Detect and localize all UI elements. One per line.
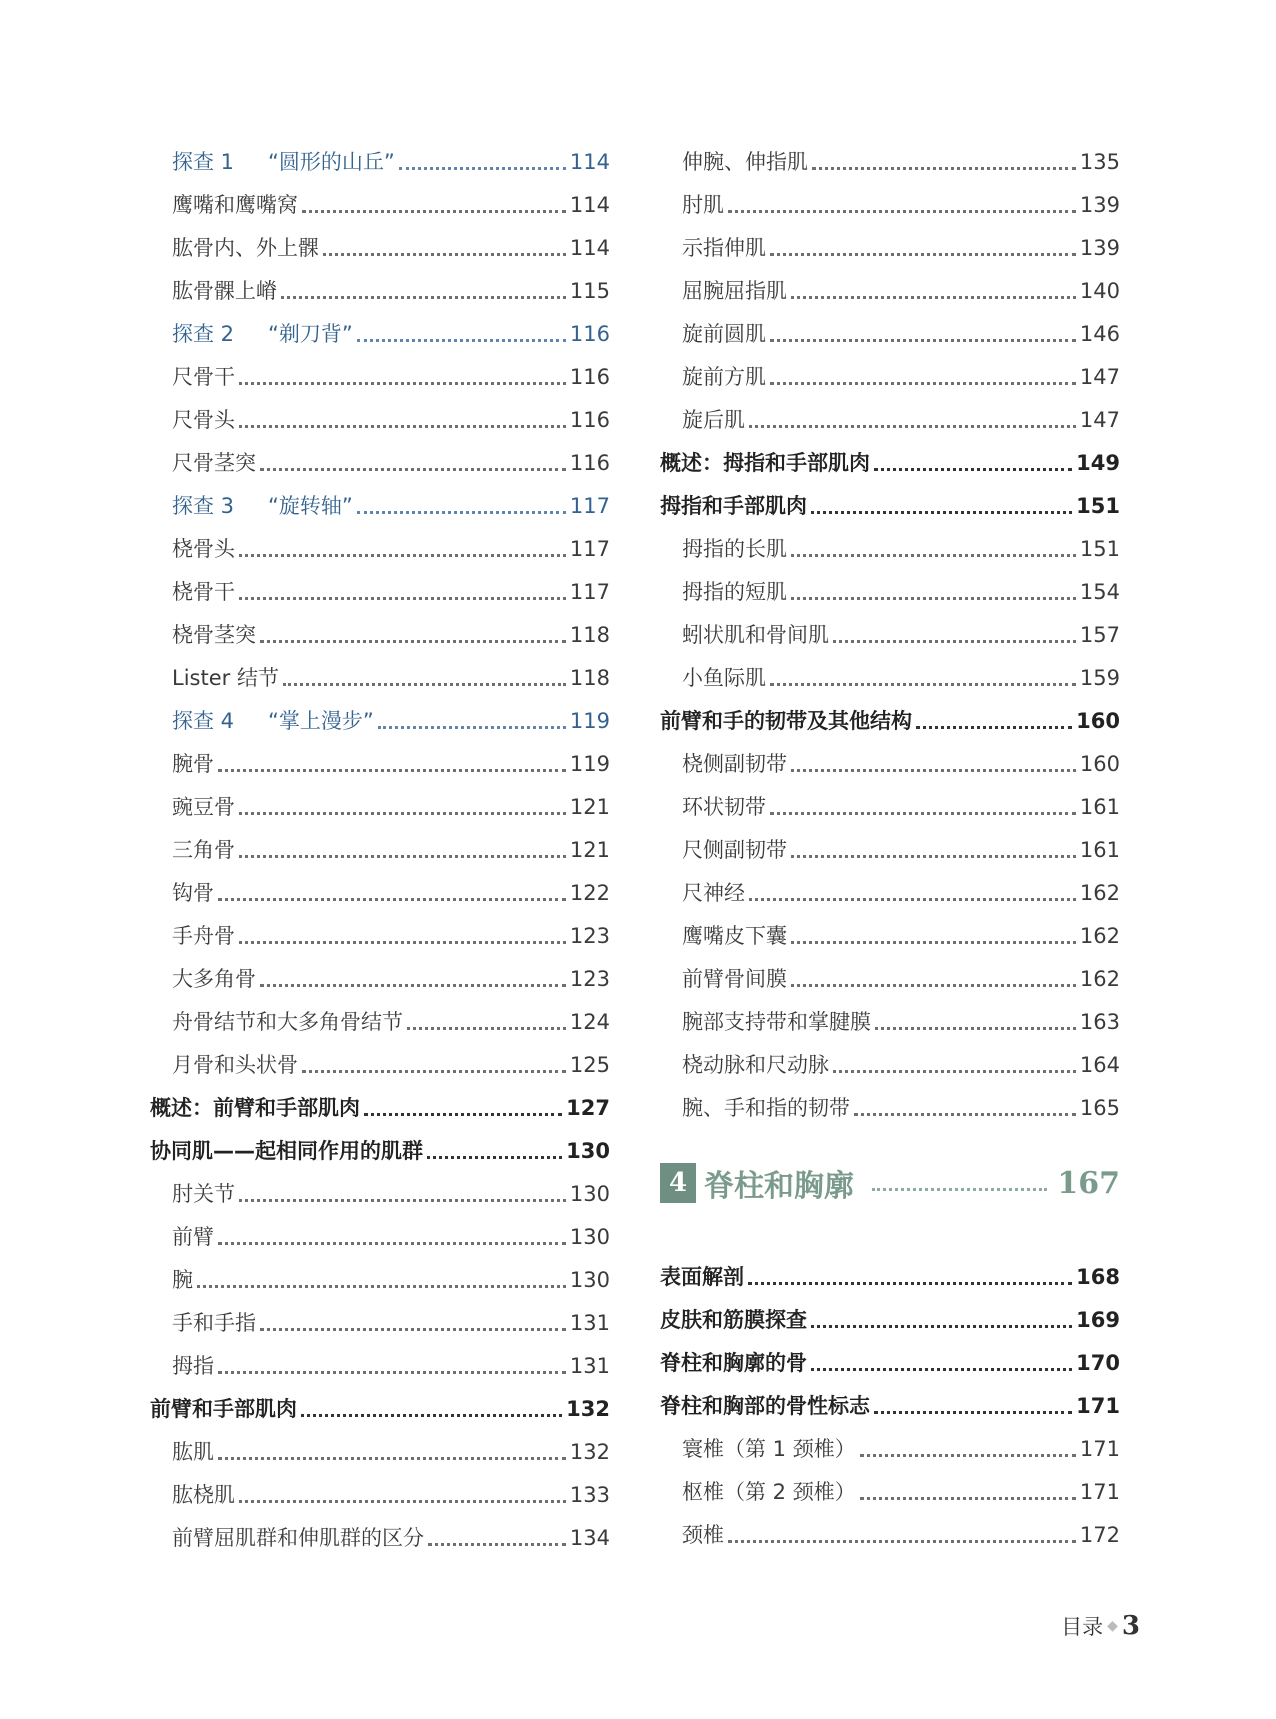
toc-page-number: 119 <box>569 752 610 776</box>
toc-page-number: 157 <box>1079 623 1120 647</box>
toc-probe-entry[interactable] <box>150 141 610 184</box>
toc-entry-label: 旋前圆肌 <box>682 322 766 346</box>
toc-entry-label: 脊柱和胸廓的骨 <box>660 1351 807 1375</box>
toc-page-number: 170 <box>1076 1351 1120 1375</box>
leader-dots <box>860 1454 1076 1457</box>
toc-page-number: 121 <box>569 838 610 862</box>
toc-entry-label: 拇指 <box>172 1354 214 1378</box>
toc-page-number: 161 <box>1079 838 1120 862</box>
leader-dots <box>239 382 566 385</box>
toc-page-number: 160 <box>1076 709 1120 733</box>
toc-entry-label: 皮肤和筋膜探查 <box>660 1308 807 1332</box>
toc-entry[interactable] <box>150 1517 610 1560</box>
toc-entry-label: 尺骨茎突 <box>172 451 256 475</box>
toc-entry[interactable] <box>150 1173 610 1216</box>
toc-entry-label: Lister 结节 <box>172 666 279 690</box>
toc-entry[interactable] <box>150 657 610 700</box>
toc-entry[interactable] <box>150 1216 610 1259</box>
toc-page-number: 127 <box>566 1096 610 1120</box>
leader-dots <box>728 210 1076 213</box>
toc-page-number: 162 <box>1079 881 1120 905</box>
toc-entry[interactable] <box>150 1431 610 1474</box>
toc-entry-label: 伸腕、伸指肌 <box>682 150 808 174</box>
toc-entry-label: 小鱼际肌 <box>682 666 766 690</box>
toc-probe-label <box>172 324 353 345</box>
leader-dots <box>854 1113 1076 1116</box>
toc-right-column <box>660 141 1120 1557</box>
toc-entry[interactable] <box>150 227 610 270</box>
toc-entry[interactable] <box>660 399 1120 442</box>
leader-dots <box>302 1070 566 1073</box>
toc-entry-label: 桡骨头 <box>172 537 235 561</box>
toc-entry-label: 肱桡肌 <box>172 1483 235 1507</box>
toc-page-number: 132 <box>566 1397 610 1421</box>
toc-probe-entry[interactable] <box>150 485 610 528</box>
chapter-leader-dots <box>872 1188 1047 1191</box>
toc-entry[interactable] <box>150 915 610 958</box>
toc-entry[interactable] <box>660 141 1120 184</box>
toc-page-number: 130 <box>569 1225 610 1249</box>
toc-entry-label: 蚓状肌和骨间肌 <box>682 623 829 647</box>
leader-dots <box>833 1070 1076 1073</box>
toc-entry-label: 枢椎（第 2 颈椎） <box>682 1480 856 1504</box>
toc-entry[interactable] <box>660 356 1120 399</box>
toc-page-number: 119 <box>569 709 610 733</box>
leader-dots <box>357 339 566 342</box>
toc-section-entry[interactable] <box>150 1388 610 1431</box>
toc-entry-label: 桡动脉和尺动脉 <box>682 1053 829 1077</box>
toc-entry-label: 前臂屈肌群和伸肌群的区分 <box>172 1526 424 1550</box>
toc-left-column <box>150 141 610 1560</box>
toc-entry[interactable] <box>150 829 610 872</box>
toc-entry-label: 尺侧副韧带 <box>682 838 787 862</box>
toc-entry-label: 尺神经 <box>682 881 745 905</box>
leader-dots <box>218 1371 566 1374</box>
toc-page-number: 125 <box>569 1053 610 1077</box>
leader-dots <box>427 1156 562 1159</box>
toc-section-entry[interactable] <box>660 1385 1120 1428</box>
toc-entry-label: 肱肌 <box>172 1440 214 1464</box>
toc-entry[interactable] <box>150 1474 610 1517</box>
toc-entry[interactable] <box>150 1302 610 1345</box>
toc-probe-entry[interactable] <box>150 313 610 356</box>
toc-page-number: 139 <box>1079 236 1120 260</box>
toc-page-number: 118 <box>569 666 610 690</box>
leader-dots <box>407 1027 566 1030</box>
leader-dots <box>791 941 1076 944</box>
toc-page-number: 163 <box>1079 1010 1120 1034</box>
toc-page-number: 147 <box>1079 365 1120 389</box>
toc-entry[interactable] <box>660 1001 1120 1044</box>
toc-entry[interactable] <box>660 1044 1120 1087</box>
toc-entry[interactable] <box>660 1471 1120 1514</box>
toc-probe-entry[interactable] <box>150 700 610 743</box>
toc-entry[interactable] <box>150 399 610 442</box>
probe-number: 探查 4 <box>172 709 235 733</box>
toc-entry-label: 肘肌 <box>682 193 724 217</box>
toc-page-number: 116 <box>569 365 610 389</box>
toc-page-number: 116 <box>569 408 610 432</box>
leader-dots <box>357 511 566 514</box>
toc-page-number: 130 <box>569 1268 610 1292</box>
leader-dots <box>811 1325 1072 1328</box>
toc-entry-label: 颈椎 <box>682 1523 724 1547</box>
toc-page-number: 169 <box>1076 1308 1120 1332</box>
toc-page-number: 123 <box>569 967 610 991</box>
leader-dots <box>260 1328 566 1331</box>
leader-dots <box>791 296 1076 299</box>
leader-dots <box>239 812 566 815</box>
leader-dots <box>874 468 1072 471</box>
toc-page-number: 171 <box>1079 1480 1120 1504</box>
toc-entry[interactable] <box>660 571 1120 614</box>
toc-right-bottom-list <box>660 1256 1120 1557</box>
leader-dots <box>218 1242 566 1245</box>
leader-dots <box>728 1540 1076 1543</box>
toc-entry[interactable] <box>150 1345 610 1388</box>
toc-page-number: 117 <box>569 580 610 604</box>
toc-entry-label: 环状韧带 <box>682 795 766 819</box>
toc-entry[interactable] <box>660 958 1120 1001</box>
toc-page-number: 139 <box>1079 193 1120 217</box>
toc-page-number: 149 <box>1076 451 1120 475</box>
toc-entry[interactable] <box>660 1428 1120 1471</box>
toc-entry-label: 腕部支持带和掌腱膜 <box>682 1010 871 1034</box>
toc-page-number: 114 <box>569 193 610 217</box>
toc-entry[interactable] <box>150 743 610 786</box>
toc-page-number: 131 <box>569 1311 610 1335</box>
toc-page-number: 115 <box>569 279 610 303</box>
toc-entry-label: 概述：前臂和手部肌肉 <box>150 1096 360 1120</box>
leader-dots <box>770 339 1076 342</box>
page-footer <box>1040 1608 1140 1644</box>
toc-probe-label <box>172 711 374 732</box>
toc-entry[interactable] <box>660 743 1120 786</box>
toc-page-number: 164 <box>1079 1053 1120 1077</box>
leader-dots <box>302 210 566 213</box>
leader-dots <box>812 167 1076 170</box>
leader-dots <box>860 1497 1076 1500</box>
toc-entry[interactable] <box>660 915 1120 958</box>
leader-dots <box>874 1411 1072 1414</box>
toc-page-number: 151 <box>1076 494 1120 518</box>
probe-number: 探查 1 <box>172 150 235 174</box>
probe-title: “剃刀背” <box>268 322 353 346</box>
toc-page-number: 165 <box>1079 1096 1120 1120</box>
leader-dots <box>791 855 1076 858</box>
leader-dots <box>916 726 1072 729</box>
toc-entry-label: 肱骨内、外上髁 <box>172 236 319 260</box>
toc-section-entry[interactable] <box>660 700 1120 743</box>
toc-entry[interactable] <box>150 270 610 313</box>
toc-entry[interactable] <box>660 786 1120 829</box>
leader-dots <box>791 984 1076 987</box>
toc-entry-label: 脊柱和胸部的骨性标志 <box>660 1394 870 1418</box>
toc-page-number: 147 <box>1079 408 1120 432</box>
leader-dots <box>749 425 1076 428</box>
toc-page-number: 116 <box>569 322 610 346</box>
toc-entry-label: 手舟骨 <box>172 924 235 948</box>
toc-page-number: 114 <box>569 236 610 260</box>
leader-dots <box>301 1414 562 1417</box>
toc-entry[interactable] <box>150 184 610 227</box>
leader-dots <box>239 425 566 428</box>
toc-entry-label: 拇指和手部肌肉 <box>660 494 807 518</box>
probe-title: “掌上漫步” <box>268 709 374 733</box>
probe-number: 探查 2 <box>172 322 235 346</box>
toc-page-number: 159 <box>1079 666 1120 690</box>
toc-entry[interactable] <box>150 1259 610 1302</box>
toc-section-entry[interactable] <box>660 485 1120 528</box>
toc-probe-label <box>172 496 353 517</box>
leader-dots <box>260 984 566 987</box>
toc-entry-label: 鹰嘴皮下囊 <box>682 924 787 948</box>
toc-section-entry[interactable] <box>660 1342 1120 1385</box>
leader-dots <box>239 855 566 858</box>
leader-dots <box>770 382 1076 385</box>
leader-dots <box>791 597 1076 600</box>
toc-page-number: 114 <box>569 150 610 174</box>
toc-page-number: 118 <box>569 623 610 647</box>
leader-dots <box>281 296 566 299</box>
toc-page-number: 123 <box>569 924 610 948</box>
leader-dots <box>239 554 566 557</box>
leader-dots <box>749 898 1076 901</box>
leader-dots <box>218 1457 566 1460</box>
toc-entry[interactable] <box>150 356 610 399</box>
toc-section-entry[interactable] <box>150 1130 610 1173</box>
probe-number: 探查 3 <box>172 494 235 518</box>
chapter-page: 167 <box>1057 1165 1120 1201</box>
toc-entry-label: 前臂和手部肌肉 <box>150 1397 297 1421</box>
toc-page-number: 135 <box>1079 150 1120 174</box>
toc-entry-label: 尺骨干 <box>172 365 235 389</box>
leader-dots <box>770 812 1076 815</box>
toc-entry-label: 鹰嘴和鹰嘴窝 <box>172 193 298 217</box>
toc-entry[interactable] <box>150 571 610 614</box>
toc-entry-label: 腕、手和指的韧带 <box>682 1096 850 1120</box>
toc-page-number: 161 <box>1079 795 1120 819</box>
toc-entry-label: 拇指的长肌 <box>682 537 787 561</box>
leader-dots <box>239 1199 566 1202</box>
leader-dots <box>364 1113 562 1116</box>
toc-entry[interactable] <box>660 872 1120 915</box>
leader-dots <box>428 1543 566 1546</box>
toc-entry-label: 腕 <box>172 1268 193 1292</box>
toc-probe-label <box>172 152 395 173</box>
toc-entry-label: 大多角骨 <box>172 967 256 991</box>
toc-entry-label: 钩骨 <box>172 881 214 905</box>
toc-entry[interactable] <box>660 1514 1120 1557</box>
footer-label: 目录 <box>1061 1615 1104 1639</box>
toc-page-number: 130 <box>566 1139 610 1163</box>
toc-entry-label: 尺骨头 <box>172 408 235 432</box>
leader-dots <box>323 253 566 256</box>
leader-dots <box>197 1285 566 1288</box>
chapter-number-badge: 4 <box>660 1163 696 1203</box>
toc-page-number: 172 <box>1079 1523 1120 1547</box>
toc-page-number: 132 <box>569 1440 610 1464</box>
leader-dots <box>748 1282 1072 1285</box>
toc-section-entry[interactable] <box>660 1256 1120 1299</box>
toc-entry-label: 桡骨干 <box>172 580 235 604</box>
leader-dots <box>811 511 1072 514</box>
toc-entry[interactable] <box>150 442 610 485</box>
toc-entry[interactable] <box>150 614 610 657</box>
toc-page-number: 117 <box>569 537 610 561</box>
footer-page-number: 3 <box>1121 1611 1140 1641</box>
toc-entry[interactable] <box>150 872 610 915</box>
leader-dots <box>378 726 566 729</box>
toc-page-number: 117 <box>569 494 610 518</box>
toc-entry[interactable] <box>150 528 610 571</box>
chapter-title: 脊柱和胸廓 <box>704 1169 854 1204</box>
toc-entry-label: 前臂骨间膜 <box>682 967 787 991</box>
leader-dots <box>260 640 566 643</box>
toc-entry[interactable] <box>660 1087 1120 1130</box>
toc-entry-label: 三角骨 <box>172 838 235 862</box>
toc-page-number: 116 <box>569 451 610 475</box>
toc-page-number: 154 <box>1079 580 1120 604</box>
toc-page-number: 121 <box>569 795 610 819</box>
toc-entry-label: 前臂和手的韧带及其他结构 <box>660 709 912 733</box>
leader-dots <box>218 769 566 772</box>
toc-entry[interactable] <box>660 313 1120 356</box>
toc-entry-label: 肘关节 <box>172 1182 235 1206</box>
toc-entry[interactable] <box>660 270 1120 313</box>
leader-dots <box>239 597 566 600</box>
toc-page-number: 133 <box>569 1483 610 1507</box>
toc-page-number: 168 <box>1076 1265 1120 1289</box>
toc-page-number: 122 <box>569 881 610 905</box>
toc-right-top-list <box>660 141 1120 1130</box>
leader-dots <box>791 769 1076 772</box>
leader-dots <box>833 640 1076 643</box>
toc-entry-label: 前臂 <box>172 1225 214 1249</box>
toc-page-number: 160 <box>1079 752 1120 776</box>
toc-entry[interactable] <box>150 786 610 829</box>
toc-entry-label: 寰椎（第 1 颈椎） <box>682 1437 856 1461</box>
toc-entry[interactable] <box>660 657 1120 700</box>
toc-page-number: 124 <box>569 1010 610 1034</box>
toc-page-number: 140 <box>1079 279 1120 303</box>
toc-entry-label: 概述：拇指和手部肌肉 <box>660 451 870 475</box>
toc-page-number: 162 <box>1079 924 1120 948</box>
toc-entry-label: 桡骨茎突 <box>172 623 256 647</box>
toc-entry-label: 桡侧副韧带 <box>682 752 787 776</box>
toc-entry-label: 舟骨结节和大多角骨结节 <box>172 1010 403 1034</box>
leader-dots <box>770 253 1076 256</box>
leader-dots <box>399 167 566 170</box>
toc-entry[interactable] <box>660 614 1120 657</box>
leader-dots <box>791 554 1076 557</box>
toc-entry[interactable] <box>150 958 610 1001</box>
toc-entry-label: 旋后肌 <box>682 408 745 432</box>
toc-entry[interactable] <box>660 184 1120 227</box>
toc-entry-label: 旋前方肌 <box>682 365 766 389</box>
toc-entry-label: 表面解剖 <box>660 1265 744 1289</box>
toc-page-number: 146 <box>1079 322 1120 346</box>
toc-section-entry[interactable] <box>660 442 1120 485</box>
toc-page-number: 171 <box>1076 1394 1120 1418</box>
diamond-icon: ◆ <box>1107 1618 1118 1634</box>
toc-entry[interactable] <box>660 227 1120 270</box>
leader-dots <box>239 941 566 944</box>
toc-entry[interactable] <box>660 829 1120 872</box>
leader-dots <box>811 1368 1072 1371</box>
leader-dots <box>770 683 1076 686</box>
leader-dots <box>239 1500 566 1503</box>
probe-title: “旋转轴” <box>268 494 353 518</box>
toc-page-number: 131 <box>569 1354 610 1378</box>
toc-entry-label: 豌豆骨 <box>172 795 235 819</box>
toc-entry-label: 示指伸肌 <box>682 236 766 260</box>
leader-dots <box>875 1027 1076 1030</box>
toc-section-entry[interactable] <box>660 1299 1120 1342</box>
toc-entry-label: 屈腕屈指肌 <box>682 279 787 303</box>
toc-entry-label: 腕骨 <box>172 752 214 776</box>
toc-entry-label: 协同肌——起相同作用的肌群 <box>150 1139 423 1163</box>
leader-dots <box>218 898 566 901</box>
toc-entry-label: 月骨和头状骨 <box>172 1053 298 1077</box>
toc-page-number: 130 <box>569 1182 610 1206</box>
toc-page-number: 151 <box>1079 537 1120 561</box>
toc-entry-label: 手和手指 <box>172 1311 256 1335</box>
toc-section-entry[interactable] <box>150 1087 610 1130</box>
toc-page-number: 171 <box>1079 1437 1120 1461</box>
toc-entry-label: 拇指的短肌 <box>682 580 787 604</box>
toc-entry-label: 肱骨髁上嵴 <box>172 279 277 303</box>
leader-dots <box>260 468 566 471</box>
toc-entry[interactable] <box>150 1001 610 1044</box>
chapter-heading[interactable] <box>660 1156 1120 1210</box>
toc-entry[interactable] <box>150 1044 610 1087</box>
toc-page-number: 134 <box>569 1526 610 1550</box>
toc-page-number: 162 <box>1079 967 1120 991</box>
leader-dots <box>283 683 566 686</box>
probe-title: “圆形的山丘” <box>268 150 395 174</box>
toc-entry[interactable] <box>660 528 1120 571</box>
